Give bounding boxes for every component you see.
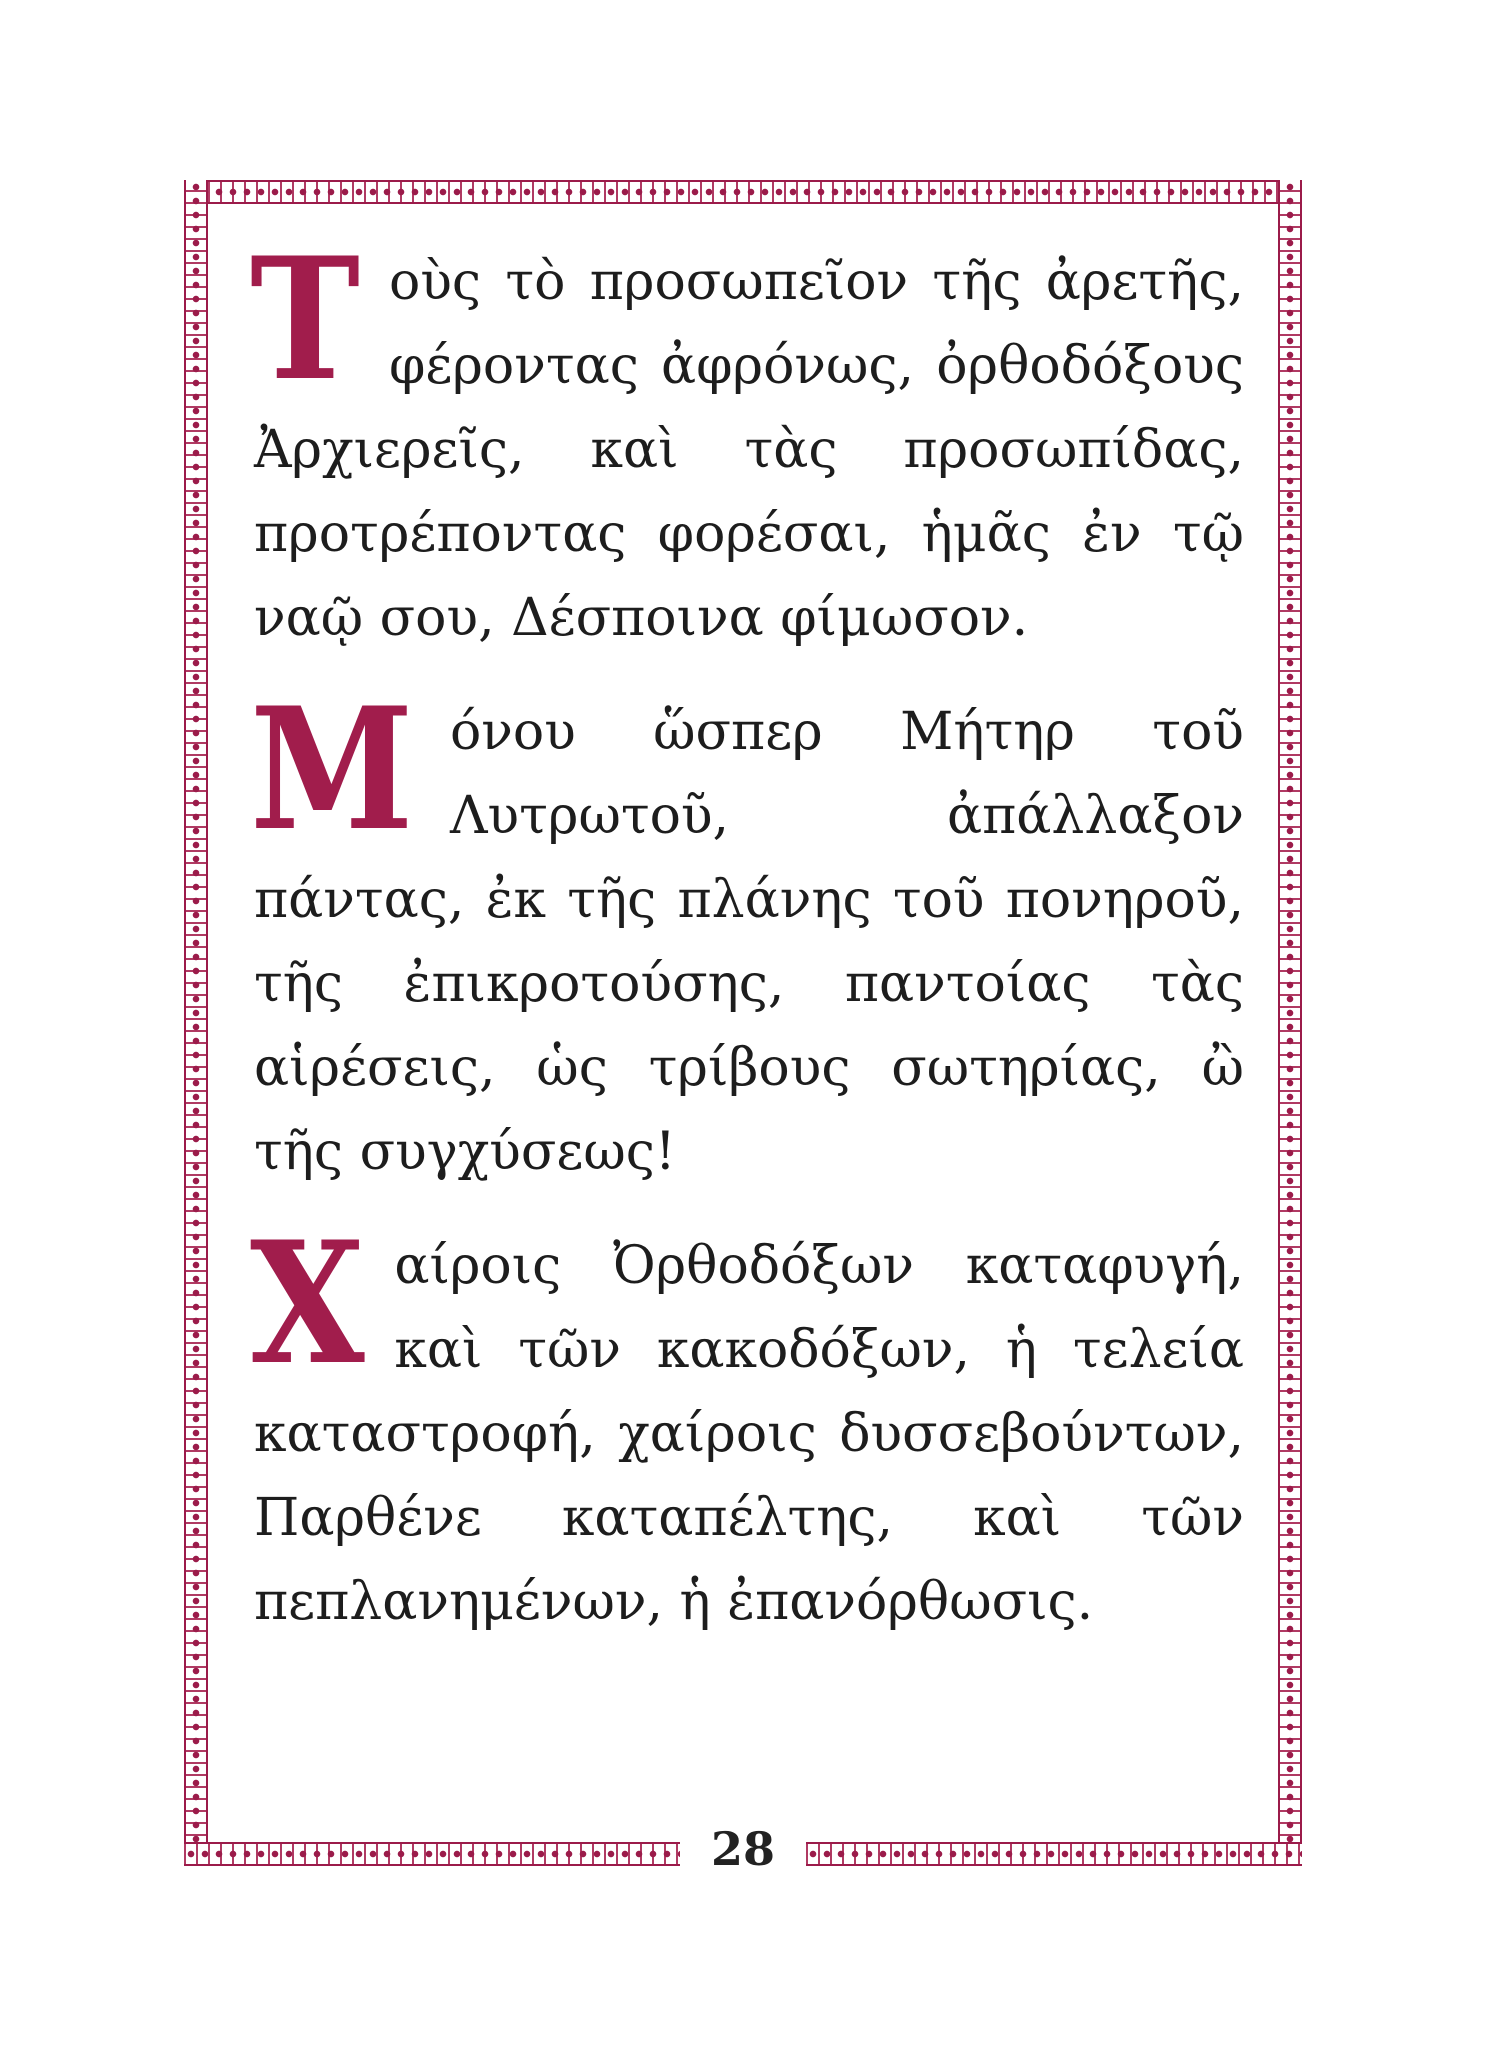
drop-cap: Μ <box>250 670 414 868</box>
ornamental-frame <box>184 180 1302 1876</box>
ornamental-border-top <box>184 180 1302 204</box>
drop-cap: Τ <box>250 220 361 418</box>
drop-cap: Χ <box>250 1204 365 1402</box>
stanza-text: οὺς τὸ προσωπεῖον τῆς ἀρετῆς, φέροντας ἀφρόνως, ὀρθοδόξους Ἀρχιερεῖς, καὶ τὰς προσωπίδας, προτρέποντας φορέσαι, ἡμᾶς ἐν τῷ ναῷ σου, Δέσποινα φίμωσον. <box>254 252 1244 648</box>
stanza-3 <box>250 1204 1244 1644</box>
stanza-text: αίροις Ὀρθοδόξων καταφυγή, καὶ τῶν κακοδόξων, ἡ τελεία καταστροφή, χαίροις δυσσεβούντων, Παρθένε καταπέλτης, καὶ τῶν πεπλανημένων, ἡ ἐπανόρθωσις. <box>254 1236 1244 1632</box>
stanza-2 <box>250 670 1244 1194</box>
stanza-text: όνου ὥσπερ Μήτηρ τοῦ Λυτρωτοῦ, ἀπάλλαξον πάντας, ἐκ τῆς πλάνης τοῦ πονηροῦ, τῆς ἐπικροτούσης, παντοίας τὰς αἱρέσεις, ὡς τρίβους σωτηρίας, ὢ τῆς συγχύσεως! <box>254 702 1244 1182</box>
ornamental-border-right <box>1278 180 1302 1866</box>
page-number: 28 <box>710 1822 775 1876</box>
page-content <box>250 220 1244 1674</box>
ornamental-border-left <box>184 180 208 1866</box>
stanza-1 <box>250 220 1244 660</box>
